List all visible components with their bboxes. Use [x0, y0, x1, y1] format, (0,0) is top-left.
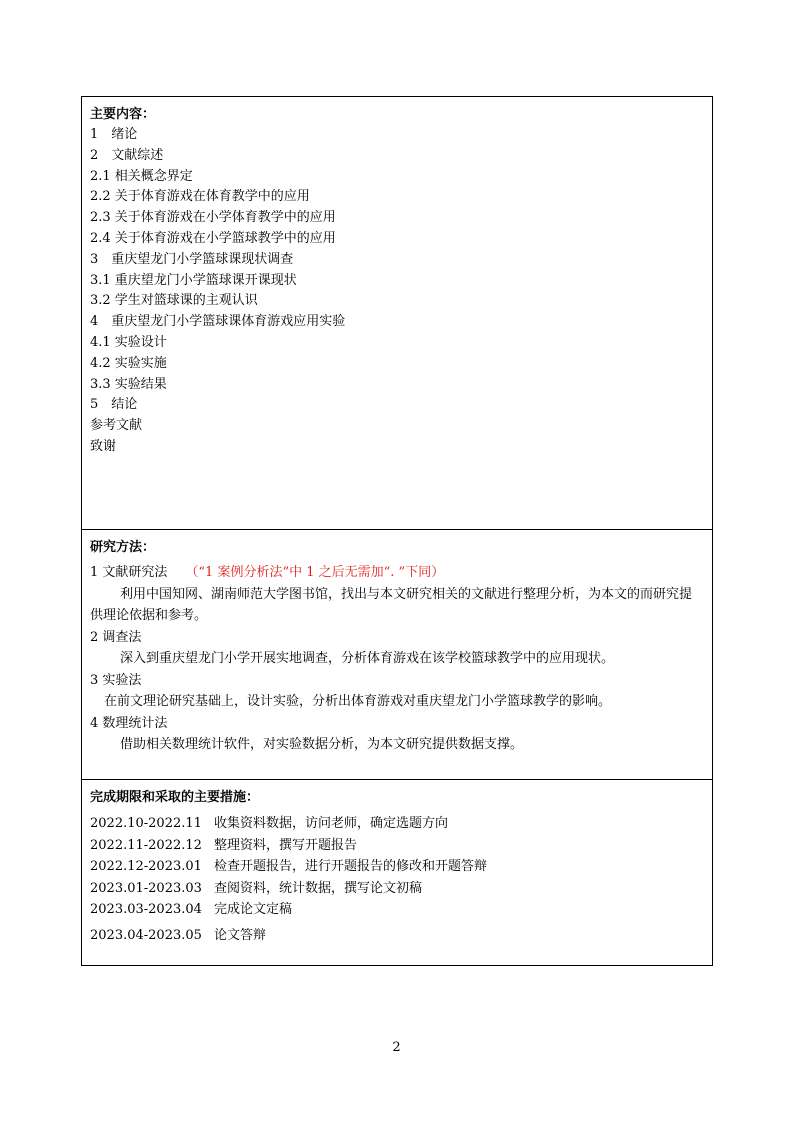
method-2-text: 深入到重庆望龙门小学开展实地调查，分析体育游戏在该学校篮球教学中的应用现状。 — [120, 651, 615, 666]
schedule-task: 完成论文定稿 — [214, 902, 293, 917]
list-item: 3.1 重庆望龙门小学篮球课开课现状 — [90, 272, 297, 288]
schedule-date: 2023.01-2023.03 — [90, 880, 202, 896]
schedule-row — [90, 878, 704, 900]
proposal-table — [81, 96, 713, 966]
list-item: 3.3 实验结果 — [90, 376, 167, 392]
schedule-row — [90, 835, 704, 857]
method-1-text: 利用中国知网、湖南师范大学图书馆，找出与本文研究相关的文献进行整理分析，为本文的而研究提供理论依据和参考。 — [90, 586, 693, 623]
schedule-row — [90, 813, 704, 835]
review-note: （“1 案例分析法”中 1 之后无需加“. ”下同） — [185, 565, 445, 580]
method-1-title: 1 文献研究法 — [90, 565, 168, 580]
contents-list — [90, 125, 704, 458]
schedule-task: 查阅资料，统计数据，撰写论文初稿 — [214, 880, 423, 896]
method-4-title: 4 数理统计法 — [90, 715, 168, 731]
list-item: 2.1 相关概念界定 — [90, 168, 193, 184]
list-item: 2.3 关于体育游戏在小学体育教学中的应用 — [90, 210, 336, 226]
method-2-title: 2 调查法 — [90, 629, 142, 645]
list-item: 参考文献 — [90, 418, 143, 434]
list-item: 致谢 — [90, 438, 117, 454]
schedule-date: 2022.10-2022.11 — [90, 816, 202, 831]
schedule-task: 论文答辩 — [214, 927, 267, 943]
list-item: 5 结论 — [90, 397, 138, 413]
list-item: 4.2 实验实施 — [90, 355, 167, 371]
schedule-row — [90, 925, 704, 947]
schedule-date: 2022.12-2023.01 — [90, 859, 202, 874]
schedule-row — [90, 899, 704, 921]
method-title — [90, 562, 704, 584]
main-contents-heading: 主要内容： — [90, 107, 156, 122]
research-methods-section — [82, 530, 712, 780]
main-contents-section — [82, 97, 712, 530]
page-number: 2 — [392, 1040, 401, 1055]
schedule-row — [90, 856, 704, 878]
schedule-date: 2023.04-2023.05 — [90, 927, 202, 943]
list-item: 4.1 实验设计 — [90, 334, 167, 350]
schedule-section — [82, 780, 712, 965]
list-item: 4 重庆望龙门小学篮球课体育游戏应用实验 — [90, 314, 346, 330]
schedule-heading: 完成期限和采取的主要措施： — [90, 790, 260, 805]
schedule-task: 检查开题报告，进行开题报告的修改和开题答辩 — [214, 859, 488, 874]
list-item: 3.2 学生对篮球课的主观认识 — [90, 293, 258, 309]
schedule-task: 收集资料数据，访问老师，确定选题方向 — [214, 816, 449, 831]
list-item: 2 文献综述 — [90, 147, 164, 163]
schedule-task: 整理资料，撰写开题报告 — [214, 837, 358, 853]
list-item: 2.4 关于体育游戏在小学篮球教学中的应用 — [90, 230, 336, 246]
list-item: 1 绪论 — [90, 127, 138, 142]
list-item: 3 重庆望龙门小学篮球课现状调查 — [90, 251, 294, 267]
method-4-text: 借助相关数理统计软件，对实验数据分析，为本文研究提供数据支撑。 — [120, 737, 524, 752]
method-3-title: 3 实验法 — [90, 672, 142, 688]
research-methods-heading: 研究方法： — [90, 540, 156, 555]
list-item: 2.2 关于体育游戏在体育教学中的应用 — [90, 189, 310, 205]
method-3-text: 在前文理论研究基础上，设计实验，分析出体育游戏对重庆望龙门小学篮球教学的影响。 — [104, 694, 612, 709]
schedule-date: 2023.03-2023.04 — [90, 902, 202, 917]
schedule-date: 2022.11-2022.12 — [90, 837, 202, 853]
